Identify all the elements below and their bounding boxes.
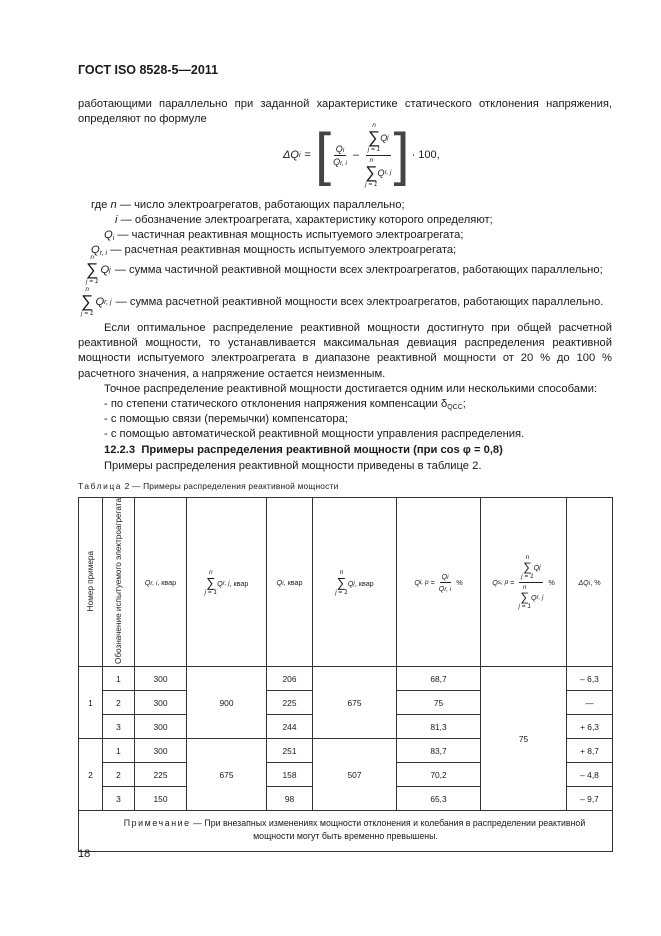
h-sum1-q-sub: r, j xyxy=(222,579,230,587)
def-sum1-q: Q xyxy=(100,263,110,276)
h-qsp-q2: Q xyxy=(530,592,537,602)
section-number: 12.2.3 xyxy=(104,444,136,456)
method-2: - с помощью связи (перемычки) компенсатора; xyxy=(104,413,348,425)
paragraph-intro: работающими параллельно при заданной характеристике статического отклонения напряжения, определяют по формуле xyxy=(78,98,612,126)
h-qip-num-sub: i xyxy=(447,573,449,581)
h-qsp-bot1: j = 1 xyxy=(521,572,534,580)
cell-dq: + 6,3 xyxy=(567,715,613,739)
n-symbol: n xyxy=(110,199,117,211)
definition-sum-qr xyxy=(81,286,603,318)
header-unit-text: Обозначение испытуемого электроагрегата xyxy=(114,498,123,665)
document-header: ГОСТ ISO 8528-5—2011 xyxy=(78,63,219,77)
h-qip-pct: % xyxy=(456,577,463,587)
sigma-icon: ∑ xyxy=(367,127,381,147)
paragraph-methods: Точное распределение реактивной мощности достигается одним или несколькими способами: xyxy=(104,383,598,395)
h-qip-eq: = xyxy=(430,577,435,587)
method-1-text: - по степени статического отклонения напряжения компенсации δ xyxy=(104,398,448,410)
cell-unit: 1 xyxy=(103,667,135,691)
cell-qip: 81,3 xyxy=(397,715,481,739)
ratio1-den: Q xyxy=(333,156,341,167)
table-row xyxy=(79,667,613,691)
def-sum2-top: n xyxy=(85,286,90,293)
formula-ratio-2 xyxy=(363,122,393,189)
cell-q: 244 xyxy=(267,715,313,739)
formula-right-bracket-icon: ] xyxy=(393,122,410,187)
cell-unit: 2 xyxy=(103,763,135,787)
header-qi xyxy=(267,498,313,667)
header-qri-sub: r, i xyxy=(150,579,158,587)
header-qri-unit: , квар xyxy=(157,577,177,587)
header-qri-sym: Q xyxy=(144,577,151,587)
h-qsp-sub: s, p xyxy=(497,578,509,586)
cell-qr: 300 xyxy=(135,691,187,715)
cell-dq: – 4,8 xyxy=(567,763,613,787)
header-qsp xyxy=(481,498,567,667)
cell-sum-q: 675 xyxy=(313,667,397,739)
cell-qip: 68,7 xyxy=(397,667,481,691)
cell-q: 158 xyxy=(267,763,313,787)
cell-qr: 300 xyxy=(135,715,187,739)
h-sum2-top: n xyxy=(339,569,344,576)
ratio1-den-sub: r, i xyxy=(340,159,347,167)
cell-dq: — xyxy=(567,691,613,715)
header-qip xyxy=(397,498,481,667)
h-sum2-bottom: j = 1 xyxy=(335,589,348,596)
cell-dq: + 8,7 xyxy=(567,739,613,763)
h-qsp-q1: Q xyxy=(533,562,540,572)
sum-qr-text: — сумма расчетной реактивной мощности всех электроагрегатов, работающих параллельно. xyxy=(115,295,604,308)
header-sum-qrj xyxy=(187,498,267,667)
table-caption-text: 2 — Примеры распределения реактивной мощности xyxy=(124,481,339,491)
h-sum2-q: Q xyxy=(347,578,354,588)
cell-dq: – 6,3 xyxy=(567,667,613,691)
header-unit xyxy=(103,498,135,667)
sigma-icon: ∑ xyxy=(336,575,347,590)
definition-n xyxy=(91,198,405,213)
formula-equals: = xyxy=(304,149,311,161)
h-sum1-bottom: j = 1 xyxy=(204,589,218,596)
cell-qr: 225 xyxy=(135,763,187,787)
formula-tail: · 100, xyxy=(411,149,440,161)
cell-qsp: 75 xyxy=(481,667,567,811)
cell-unit: 2 xyxy=(103,691,135,715)
formula-lhs-sub: i xyxy=(298,151,301,159)
h-qsp-top2: n xyxy=(522,583,527,591)
qi-text: — частичная реактивная мощность испытуемого электроагрегата; xyxy=(117,229,464,241)
sum2-top: n xyxy=(369,156,374,164)
header-qi-sub: i xyxy=(282,579,284,587)
formula-lhs: ΔQ xyxy=(283,149,299,161)
header-dq xyxy=(567,498,613,667)
section-heading xyxy=(104,443,503,458)
formula-left-bracket-icon: [ xyxy=(314,122,332,187)
h-qip-den-sub: r, i xyxy=(444,585,452,593)
note-label: Примечание xyxy=(123,818,191,829)
cell-qip: 83,7 xyxy=(397,739,481,763)
qi-sub: i xyxy=(112,235,115,242)
h-sum1-unit: , квар xyxy=(229,578,249,588)
cell-qip: 75 xyxy=(397,691,481,715)
formula-ratio-1 xyxy=(331,144,349,167)
table-header-row xyxy=(79,498,613,667)
paragraph-optimal: Если оптимальное распределение реактивной мощности достигнуто при общей расчетной реактивной мощности, то устанавливается максимальная девиация распределения реактивной мощности испытуемого электроагрегата в диапазоне реактивной мощности от 20 % до 100 % расчетного значения, а напряжение остается неизменным. xyxy=(78,322,612,380)
ratio1-num: Q xyxy=(335,143,343,154)
h-qip-sym: Q xyxy=(414,577,420,587)
header-example xyxy=(79,498,103,667)
table-caption xyxy=(78,481,338,491)
h-dq-unit: , % xyxy=(590,577,601,587)
i-text: — обозначение электроагрегата, характеристику которого определяют; xyxy=(120,214,493,226)
sum2-q: Q xyxy=(377,167,385,178)
n-text: — число электроагрегатов, работающих параллельно; xyxy=(119,199,405,211)
qri-sub: r, i xyxy=(99,250,108,257)
table-note xyxy=(79,811,613,852)
cell-example: 1 xyxy=(79,667,103,739)
sum2-q-sub: r, j xyxy=(384,169,392,176)
definition-i xyxy=(115,213,493,228)
def-sum1-bottom: j = 1 xyxy=(86,278,99,285)
h-qsp-sym: Q xyxy=(492,577,498,587)
h-qsp-q1-sub: j xyxy=(539,563,541,571)
cell-qr: 300 xyxy=(135,739,187,763)
qi-symbol: Q xyxy=(104,229,113,241)
sum1-q: Q xyxy=(380,132,388,143)
def-sum1-q-sub: j xyxy=(109,266,111,274)
header-example-text: Номер примера xyxy=(86,550,95,612)
header-qi-sym: Q xyxy=(276,577,283,587)
h-sum1-top: n xyxy=(209,569,213,576)
cell-sum-qr: 675 xyxy=(187,739,267,811)
h-dq-sub: i xyxy=(588,579,591,587)
formula-minus: – xyxy=(352,149,360,161)
cell-unit: 1 xyxy=(103,739,135,763)
sum1-top: n xyxy=(372,121,376,129)
sigma-icon: ∑ xyxy=(523,559,532,574)
table-note-row xyxy=(79,811,613,852)
cell-sum-qr: 900 xyxy=(187,667,267,739)
page-number: 18 xyxy=(78,848,91,860)
method-1-sub: QCC xyxy=(447,404,463,411)
h-dq-sym: ΔQ xyxy=(578,577,589,587)
h-qip-num: Q xyxy=(441,571,448,581)
i-symbol: i xyxy=(115,214,118,226)
header-qri xyxy=(135,498,187,667)
sum-q-text: — сумма частичной реактивной мощности всех электроагрегатов, работающих параллельно; xyxy=(114,263,603,276)
sum1-q-sub: j xyxy=(387,134,389,141)
def-sum2-q-sub: r, j xyxy=(104,298,112,306)
section-title: Примеры распределения реактивной мощности (при cos φ = 0,8) xyxy=(141,444,503,456)
h-qip-sub: i, p xyxy=(419,578,429,586)
header-qi-unit: , квар xyxy=(283,577,303,587)
reactive-power-table xyxy=(78,497,613,852)
table-caption-label: Таблица xyxy=(78,481,123,491)
where-word: где xyxy=(91,199,108,211)
cell-q: 251 xyxy=(267,739,313,763)
cell-unit: 3 xyxy=(103,787,135,811)
sum1-bottom: j = 1 xyxy=(367,145,381,153)
def-sum2-bottom: j = 1 xyxy=(81,310,94,317)
formula xyxy=(283,122,440,188)
cell-unit: 3 xyxy=(103,715,135,739)
h-qsp-pct: % xyxy=(548,577,555,587)
cell-q: 206 xyxy=(267,667,313,691)
cell-qip: 70,2 xyxy=(397,763,481,787)
sigma-icon: ∑ xyxy=(86,260,99,279)
sum2-bottom: j = 1 xyxy=(365,180,378,188)
def-sum1-top: n xyxy=(90,254,95,261)
note-text: — При внезапных изменениях мощности отклонения и колебания в распределении реактивной мощности могут быть временно превышены. xyxy=(193,818,586,842)
h-qsp-eq: = xyxy=(510,577,515,587)
h-qsp-bot2: j = 1 xyxy=(518,602,531,610)
method-3: - с помощью автоматической реактивной мощности управления распределения. xyxy=(104,428,525,440)
header-sum-qj xyxy=(313,498,397,667)
h-sum1-q: Q xyxy=(217,578,223,588)
cell-sum-q: 507 xyxy=(313,739,397,811)
h-qsp-top1: n xyxy=(525,553,530,561)
sigma-icon: ∑ xyxy=(365,162,378,182)
qri-symbol: Q xyxy=(91,244,100,256)
sigma-icon: ∑ xyxy=(520,589,529,604)
sigma-icon: ∑ xyxy=(81,292,94,311)
cell-qr: 300 xyxy=(135,667,187,691)
cell-example: 2 xyxy=(79,739,103,811)
ratio1-num-sub: i xyxy=(342,146,345,154)
qri-text: — расчетная реактивная мощность испытуемого электроагрегата; xyxy=(110,244,457,256)
def-sum2-q: Q xyxy=(95,295,105,308)
method-1-end: ; xyxy=(462,398,466,410)
section-text: Примеры распределения реактивной мощности приведены в таблице 2. xyxy=(104,460,482,472)
cell-qip: 65,3 xyxy=(397,787,481,811)
cell-qr: 150 xyxy=(135,787,187,811)
h-qsp-q2-sub: r, j xyxy=(536,593,544,601)
h-sum2-unit: , квар xyxy=(354,578,374,588)
h-qip-den: Q xyxy=(438,583,445,593)
cell-dq: – 9,7 xyxy=(567,787,613,811)
cell-q: 225 xyxy=(267,691,313,715)
definition-sum-q xyxy=(86,254,603,286)
h-sum2-q-sub: j xyxy=(353,579,355,587)
sigma-icon: ∑ xyxy=(206,575,216,590)
cell-q: 98 xyxy=(267,787,313,811)
